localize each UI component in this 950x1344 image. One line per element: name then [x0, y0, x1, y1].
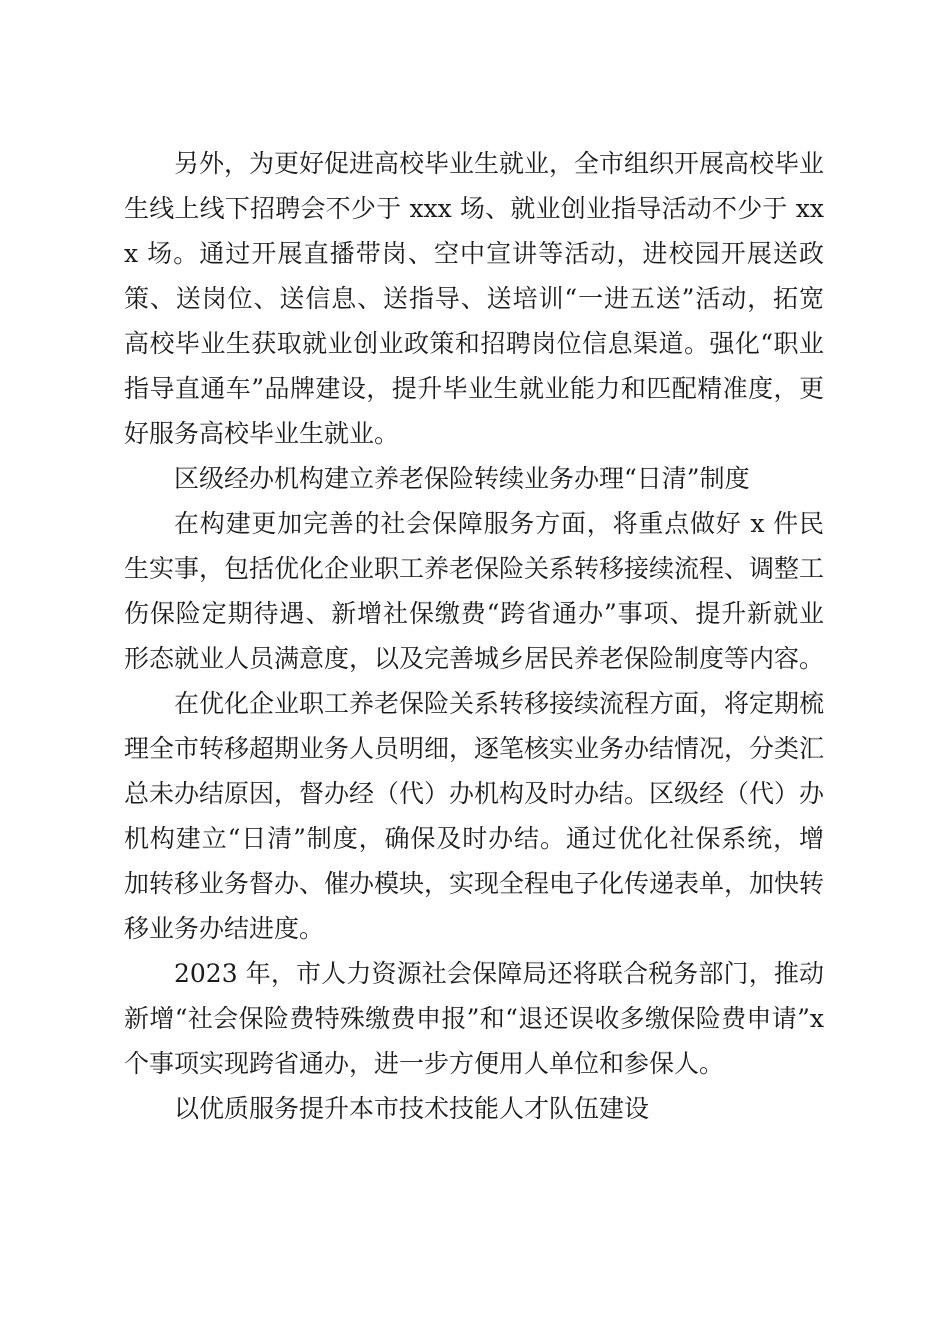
heading-skilled-talent: 以优质服务提升本市技术技能人才队伍建设	[174, 1094, 650, 1123]
paragraph-cross-province-services: 2023 年，市人力资源社会保障局还将联合税务部门，推动新增“社会保险费特殊缴费申报”和“退还误收多缴保险费申请”x 个事项实现跨省通办，进一步方便用人单位和参保人。	[124, 959, 824, 1078]
paragraph-social-security-services: 在构建更加完善的社会保障服务方面，将重点做好 x 件民生实事，包括优化企业职工养老保险关系转移接续流程、调整工伤保险定期待遇、新增社保缴费“跨省通办”事项、提升新就业形态就业人员满意度，以及完善城乡居民养老保险制度等内容。	[124, 509, 825, 673]
paragraph-pension-transfer-process: 在优化企业职工养老保险关系转移接续流程方面，将定期梳理全市转移超期业务人员明细，逐笔核实业务办结情况，分类汇总未办结原因，督办经（代）办机构及时办结。区级经（代）办机构建立“日清”制度，确保及时办结。通过优化社保系统，增加转移业务督办、催办模块，实现全程电子化传递表单，加快转移业务办结进度。	[124, 689, 825, 943]
paragraph-graduate-employment: 另外，为更好促进高校毕业生就业，全市组织开展高校毕业生线上线下招聘会不少于 xxx 场、就业创业指导活动不少于 xxx 场。通过开展直播带岗、空中宣讲等活动，进校园开展送政策、送岗位、送信息、送指导、送培训“一进五送”活动，拓宽高校毕业生获取就业创业政策和招聘岗位信息渠道。强化“职业指导直通车”品牌建设，提升毕业生就业能力和匹配精准度，更好服务高校毕业生就业。	[124, 149, 825, 448]
document-body	[124, 141, 824, 1131]
heading-pension-daily-clearance: 区级经办机构建立养老保险转续业务办理“日清”制度	[174, 464, 750, 493]
